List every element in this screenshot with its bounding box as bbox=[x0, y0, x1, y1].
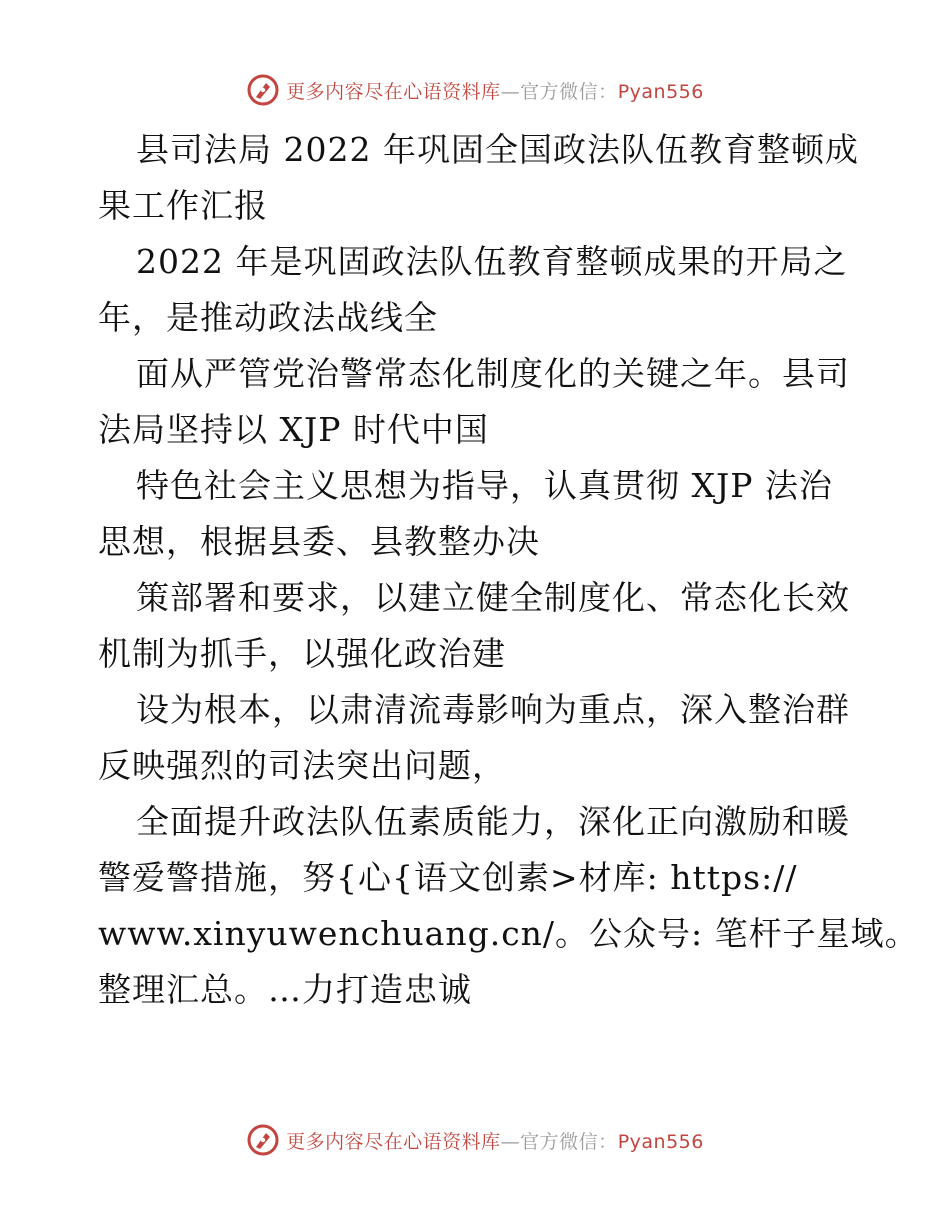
document-body bbox=[98, 122, 919, 1018]
pen-nib-logo-icon bbox=[246, 1123, 280, 1157]
text-line: 面从严管党治警常态化制度化的关键之年。县司 bbox=[136, 354, 850, 393]
text-line: 思想，根据县委、县教整办决 bbox=[98, 522, 540, 561]
text-line: 县司法局 2022 年巩固全国政法队伍教育整顿成 bbox=[136, 130, 859, 169]
text-line: 全面提升政法队伍素质能力，深化正向激励和暖 bbox=[136, 802, 850, 841]
watermark-text: 更多内容尽在心语资料库—官方微信：Pyan556 bbox=[286, 1130, 704, 1153]
footer-watermark bbox=[0, 1120, 950, 1160]
text-line: www.xinyuwenchuang.cn/。公众号: 笔杆子星域。 bbox=[98, 914, 919, 953]
text-line: 警爱警措施，努{心{语文创素>材库: https:// bbox=[98, 858, 798, 897]
text-line: 机制为抓手，以强化政治建 bbox=[98, 634, 506, 673]
text-line: 策部署和要求，以建立健全制度化、常态化长效 bbox=[136, 578, 850, 617]
text-line: 年，是推动政法战线全 bbox=[98, 298, 438, 337]
text-line: 特色社会主义思想为指导，认真贯彻 XJP 法治 bbox=[136, 466, 833, 505]
text-line: 法局坚持以 XJP 时代中国 bbox=[98, 410, 489, 449]
header-watermark bbox=[0, 70, 950, 110]
text-line: 果工作汇报 bbox=[98, 186, 268, 225]
text-line: 设为根本，以肃清流毒影响为重点，深入整治群 bbox=[136, 690, 850, 729]
watermark-text: 更多内容尽在心语资料库—官方微信：Pyan556 bbox=[286, 80, 704, 103]
text-line: 反映强烈的司法突出问题， bbox=[98, 746, 506, 785]
text-line: 整理汇总。…力打造忠诚 bbox=[98, 970, 472, 1009]
text-line: 2022 年是巩固政法队伍教育整顿成果的开局之 bbox=[136, 242, 848, 281]
pen-nib-logo-icon bbox=[246, 73, 280, 107]
